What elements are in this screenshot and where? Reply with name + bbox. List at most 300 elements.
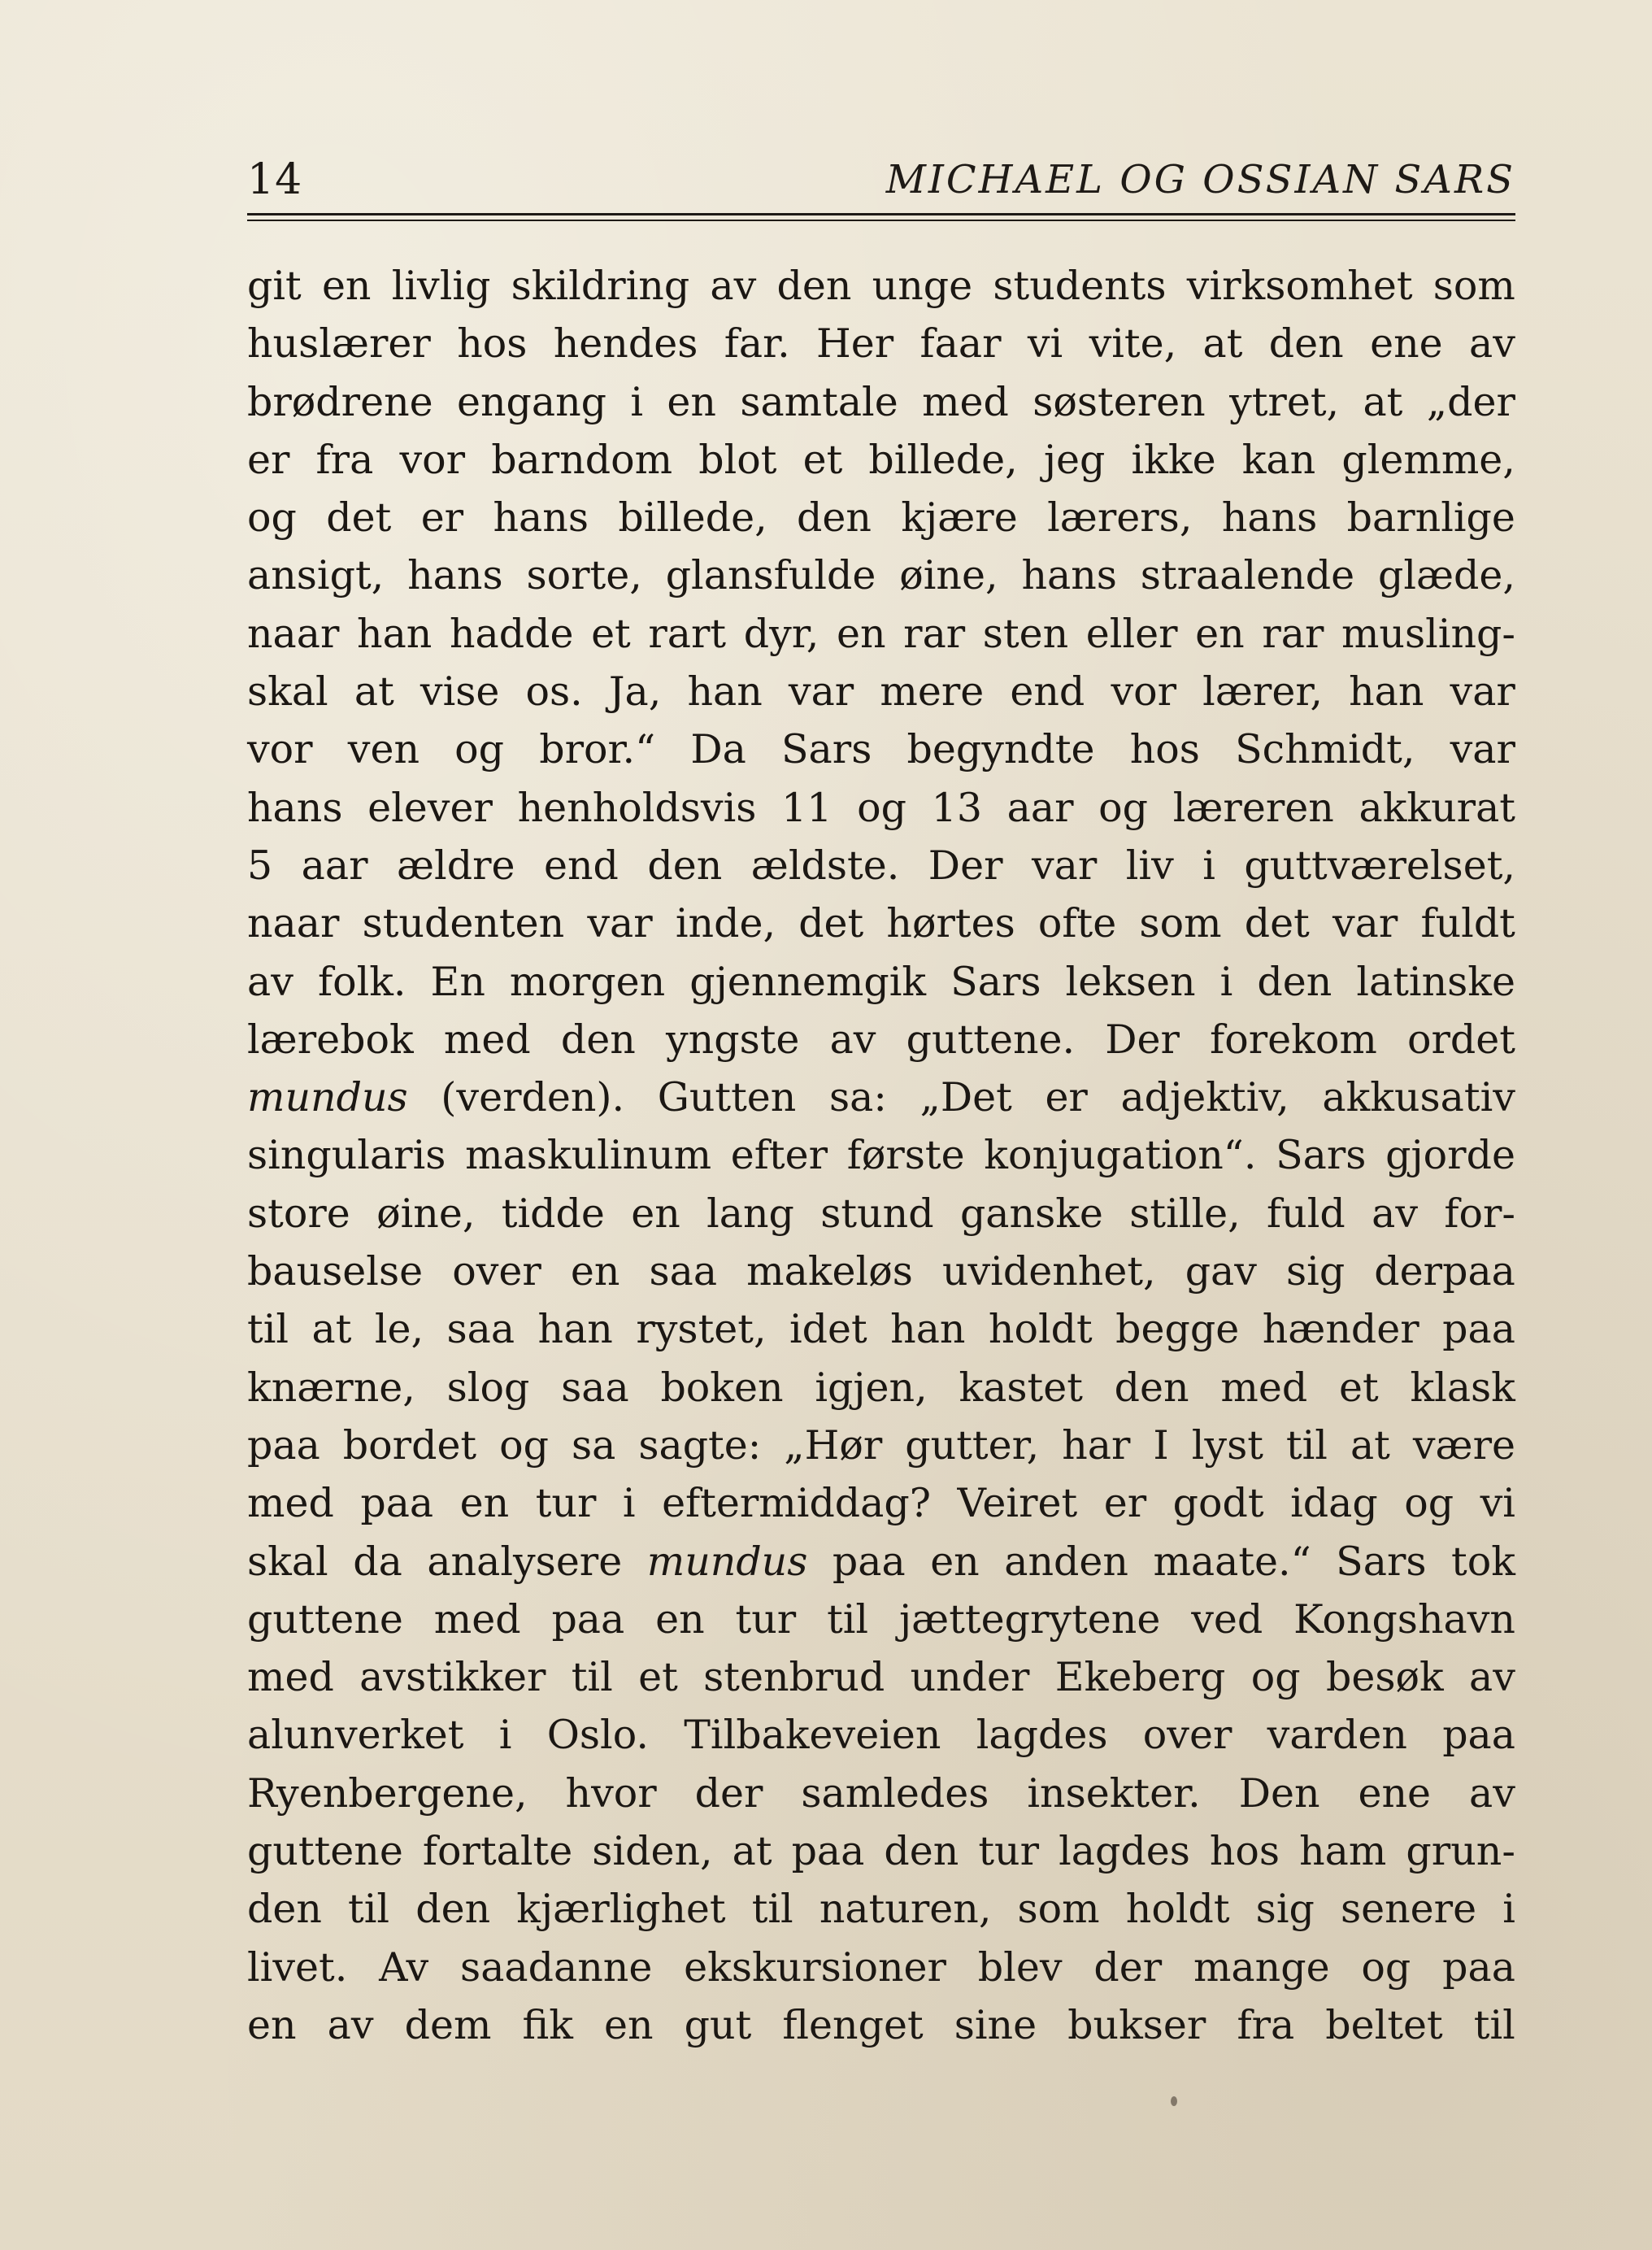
word: siden, <box>592 1828 713 1875</box>
word: det <box>798 900 864 947</box>
word: var <box>587 900 653 947</box>
word: elever <box>367 784 493 831</box>
text-line <box>247 257 1515 315</box>
word: i <box>1502 1886 1515 1933</box>
word: og <box>1098 784 1149 831</box>
word: er <box>247 436 290 483</box>
word: latinske <box>1356 958 1515 1005</box>
text-line <box>247 1706 1515 1764</box>
running-head: MICHAEL OG OSSIAN SARS <box>885 157 1515 202</box>
word: hos <box>1129 726 1200 773</box>
word: skal <box>247 1538 328 1585</box>
word: Den <box>1238 1769 1320 1817</box>
word: hendes <box>553 320 698 368</box>
word: yngste <box>665 1016 800 1063</box>
word: fik <box>522 2001 573 2048</box>
word: saa <box>561 1364 629 1411</box>
word: huslærer <box>247 320 431 368</box>
word: liv <box>1125 842 1174 889</box>
word: straalende <box>1140 552 1355 599</box>
word: jættegrytene <box>898 1595 1161 1643</box>
word: ordet <box>1406 1016 1515 1063</box>
word: konjugation“. <box>984 1132 1257 1179</box>
text-line <box>247 1300 1515 1358</box>
text-line <box>247 1939 1515 1996</box>
word: av <box>1468 1654 1515 1701</box>
text-line <box>247 837 1515 894</box>
word: ved <box>1191 1595 1263 1643</box>
word: sig <box>1255 1886 1315 1933</box>
word: guttværelset, <box>1244 842 1515 889</box>
word: rystet, <box>636 1306 767 1353</box>
word: i <box>630 378 644 425</box>
word: av <box>1372 1190 1419 1237</box>
word: hans <box>247 784 343 831</box>
word: med <box>922 378 1009 425</box>
word: med <box>443 1016 531 1063</box>
word: igjen, <box>815 1364 928 1411</box>
text-line <box>247 1822 1515 1880</box>
word: var <box>1031 842 1098 889</box>
word: og <box>1404 1480 1454 1527</box>
word: tur <box>735 1595 797 1643</box>
word: boken <box>660 1364 784 1411</box>
word: og <box>247 494 297 542</box>
word: en <box>459 1480 510 1527</box>
word: tur <box>535 1480 597 1527</box>
word: Sars <box>1276 1132 1367 1179</box>
word: uvidenhet, <box>941 1248 1156 1295</box>
word: at <box>732 1828 772 1875</box>
word: vor <box>1111 668 1177 716</box>
word: med <box>247 1654 334 1701</box>
word: gutter, <box>905 1421 1040 1469</box>
word: ytret, <box>1229 378 1340 425</box>
word: han <box>687 668 763 716</box>
word: paa <box>1442 1306 1515 1353</box>
word: det <box>1244 900 1310 947</box>
word: glansfulde <box>665 552 876 599</box>
word: paa <box>247 1421 320 1469</box>
word: besøk <box>1325 1654 1444 1701</box>
word: til <box>751 1886 793 1933</box>
word: bordet <box>342 1421 477 1469</box>
word: til <box>348 1886 390 1933</box>
word: paa <box>791 1828 865 1875</box>
word: ofte <box>1037 900 1117 947</box>
word: hørtes <box>886 900 1015 947</box>
word: kjærlighet <box>516 1886 726 1933</box>
word: paa <box>551 1595 625 1643</box>
word: makeløs <box>746 1248 913 1295</box>
word: en <box>631 1190 680 1237</box>
word: ældste. <box>750 842 900 889</box>
word: idet <box>789 1306 867 1353</box>
text-line <box>247 1648 1515 1706</box>
word: er <box>1045 1074 1088 1121</box>
word: han <box>890 1306 966 1353</box>
word: som <box>1017 1886 1100 1933</box>
text-line <box>247 1185 1515 1243</box>
word: brødrene <box>247 378 433 425</box>
word: 11 <box>781 784 833 831</box>
word: engang <box>456 378 607 425</box>
word: saa <box>649 1248 718 1295</box>
word: ven <box>347 726 420 773</box>
word: under <box>910 1654 1030 1701</box>
word: lærer, <box>1202 668 1323 716</box>
word: jeg <box>1043 436 1106 483</box>
word: at <box>1350 1421 1390 1469</box>
word: dem <box>404 2001 492 2048</box>
word: dyr, <box>743 610 819 657</box>
word: knærne, <box>247 1364 415 1411</box>
text-line <box>247 1533 1515 1591</box>
word: har <box>1062 1421 1131 1469</box>
text-line <box>247 1474 1515 1532</box>
word: inde, <box>675 900 776 947</box>
ink-speck <box>1171 2096 1177 2106</box>
word: lærers, <box>1047 494 1193 542</box>
text-line <box>247 1243 1515 1300</box>
word: hans <box>1221 494 1318 542</box>
word: det <box>326 494 392 542</box>
word: til <box>1285 1421 1328 1469</box>
word: folk. <box>317 958 406 1005</box>
word: I <box>1153 1421 1169 1469</box>
word: stund <box>820 1190 934 1237</box>
word: og <box>454 726 505 773</box>
word: av <box>829 1016 876 1063</box>
word: ikke <box>1131 436 1216 483</box>
word: musling- <box>1341 610 1515 657</box>
word: guttene. <box>906 1016 1076 1063</box>
word: mundus <box>247 1074 408 1121</box>
text-line <box>247 431 1515 489</box>
word: vi <box>1027 320 1063 368</box>
word: aar <box>301 842 368 889</box>
word: den <box>1114 1364 1189 1411</box>
word: lang <box>706 1190 794 1237</box>
word: avstikker <box>359 1654 546 1701</box>
word: alunverket <box>247 1712 464 1759</box>
word: livet. <box>247 1943 348 1991</box>
word: varden <box>1267 1712 1407 1759</box>
word: er <box>1103 1480 1147 1527</box>
word: i <box>1202 842 1215 889</box>
word: den <box>415 1886 491 1933</box>
word: bukser <box>1067 2001 1206 2048</box>
text-line <box>247 894 1515 952</box>
word: rar <box>903 610 966 657</box>
word: vi <box>1480 1480 1515 1527</box>
word: en <box>247 2001 297 2048</box>
word: unge <box>872 263 973 309</box>
word: git <box>247 263 302 309</box>
word: sa: <box>828 1074 887 1121</box>
word: 5 <box>247 842 273 889</box>
word: lærebok <box>247 1016 414 1063</box>
word: søsteren <box>1032 378 1206 425</box>
word: flenget <box>782 2001 924 2048</box>
word: henholdsvis <box>517 784 757 831</box>
word: Gutten <box>657 1074 797 1121</box>
word: den <box>647 842 723 889</box>
word: og <box>1250 1654 1301 1701</box>
word: maate.“ <box>1153 1538 1311 1585</box>
word: fra <box>1237 2001 1295 2048</box>
word: glemme, <box>1341 436 1515 483</box>
word: holdt <box>1125 1886 1230 1933</box>
word: kan <box>1241 436 1316 483</box>
word: var <box>1450 668 1515 716</box>
text-line <box>247 1417 1515 1474</box>
word: i <box>498 1712 512 1759</box>
word: Sars <box>950 958 1041 1005</box>
word: vor <box>399 436 466 483</box>
word: i <box>1219 958 1233 1005</box>
word: da <box>353 1538 402 1585</box>
word: Der <box>928 842 1003 889</box>
word: insekter. <box>1027 1769 1201 1817</box>
word: ganske <box>959 1190 1103 1237</box>
word: som <box>1432 263 1515 309</box>
word: stille, <box>1129 1190 1241 1237</box>
word: end <box>1010 668 1085 716</box>
word: students <box>993 263 1167 309</box>
word: saadanne <box>460 1943 653 1991</box>
word: senere <box>1340 1886 1477 1933</box>
word: være <box>1412 1421 1515 1469</box>
word: paa <box>832 1538 906 1585</box>
word: øine, <box>899 552 998 599</box>
word: av <box>247 958 293 1005</box>
word: Sars <box>1336 1538 1427 1585</box>
word: var <box>1332 900 1398 947</box>
word: guttene <box>247 1595 403 1643</box>
word: le, <box>374 1306 424 1353</box>
word: hos <box>457 320 528 368</box>
word: skal <box>247 668 328 716</box>
word: øine, <box>376 1190 476 1237</box>
word: han <box>357 610 433 657</box>
word: en <box>836 610 886 657</box>
word: til <box>827 1595 869 1643</box>
word: den <box>1257 958 1332 1005</box>
word: bauselse <box>247 1248 424 1295</box>
word: barndom <box>491 436 673 483</box>
word: en <box>667 378 716 425</box>
word: „Det <box>919 1074 1012 1121</box>
word: guttene <box>247 1828 403 1875</box>
word: barnlige <box>1346 494 1515 542</box>
word: til <box>1473 2001 1515 2048</box>
word: lagdes <box>976 1712 1108 1759</box>
word: til <box>571 1654 613 1701</box>
text-line <box>247 315 1515 372</box>
word: Tilbakeveien <box>684 1712 941 1759</box>
word: gut <box>684 2001 752 2048</box>
word: at <box>1202 320 1243 368</box>
word: En <box>430 958 485 1005</box>
word: var <box>788 668 854 716</box>
word: akkurat <box>1359 784 1515 831</box>
word: og <box>857 784 906 831</box>
word: lagdes <box>1059 1828 1190 1875</box>
word: rart <box>648 610 727 657</box>
word: sagte: <box>638 1421 762 1469</box>
word: kastet <box>959 1364 1083 1411</box>
word: efter <box>730 1132 828 1179</box>
word: maskulinum <box>465 1132 712 1179</box>
word: over <box>1142 1712 1232 1759</box>
word: os. <box>525 668 583 716</box>
word: store <box>247 1190 350 1237</box>
word: av <box>1469 1769 1515 1817</box>
word: begyndte <box>906 726 1095 773</box>
word: en <box>604 2001 654 2048</box>
word: et <box>638 1654 678 1701</box>
text-line <box>247 1765 1515 1822</box>
word: sorte, <box>526 552 642 599</box>
word: med <box>433 1595 521 1643</box>
word: blev <box>977 1943 1063 1991</box>
word: at <box>1363 378 1403 425</box>
word: Ekeberg <box>1054 1654 1226 1701</box>
word: er <box>420 494 464 542</box>
text-line <box>247 1359 1515 1417</box>
word: ekskursioner <box>684 1943 946 1991</box>
word: vor <box>247 726 313 773</box>
text-line <box>247 1996 1515 2054</box>
word: morgen <box>509 958 666 1005</box>
word: end <box>543 842 619 889</box>
word: samledes <box>801 1769 989 1817</box>
word: sig <box>1286 1248 1346 1295</box>
word: og <box>1361 1943 1411 1991</box>
word: den <box>884 1828 959 1875</box>
word: gjorde <box>1385 1132 1515 1179</box>
word: av <box>1468 320 1515 368</box>
word: hadde <box>449 610 574 657</box>
word: ene <box>1358 1769 1432 1817</box>
word: leksen <box>1065 958 1196 1005</box>
word: en <box>655 1595 705 1643</box>
word: ansigt, <box>247 552 385 599</box>
word: rar <box>1262 610 1324 657</box>
body-text <box>247 257 1515 2054</box>
word: glæde, <box>1377 552 1515 599</box>
word: eller <box>1085 610 1178 657</box>
word: grun- <box>1406 1828 1515 1875</box>
word: godt <box>1172 1480 1264 1527</box>
word: Ja, <box>608 668 662 716</box>
word: billede, <box>618 494 767 542</box>
text-line <box>247 373 1515 431</box>
word: en <box>570 1248 620 1295</box>
header-rule-thin <box>247 220 1515 221</box>
text-line <box>247 953 1515 1011</box>
word: klask <box>1410 1364 1515 1411</box>
word: hvor <box>565 1769 657 1817</box>
word: sa <box>571 1421 616 1469</box>
word: adjektiv, <box>1120 1074 1289 1121</box>
word: første <box>846 1132 965 1179</box>
word: far. <box>724 320 790 368</box>
word: 13 <box>931 784 982 831</box>
word: studenten <box>362 900 565 947</box>
word: gav <box>1185 1248 1257 1295</box>
word: faar <box>919 320 1002 368</box>
word: i <box>622 1480 636 1527</box>
word: hænder <box>1262 1306 1419 1353</box>
word: naar <box>247 900 340 947</box>
word: naar <box>247 610 340 657</box>
word: han <box>537 1306 613 1353</box>
word: Ryenbergene, <box>247 1769 528 1817</box>
word: fra <box>315 436 374 483</box>
word: et <box>802 436 843 483</box>
word: vite, <box>1089 320 1177 368</box>
word: læreren <box>1172 784 1334 831</box>
word: naturen, <box>819 1886 992 1933</box>
word: eftermiddag? <box>662 1480 932 1527</box>
word: som <box>1139 900 1222 947</box>
word: over <box>452 1248 541 1295</box>
word: Sars <box>780 726 872 773</box>
word: at <box>311 1306 352 1353</box>
word: analysere <box>427 1538 623 1585</box>
word: akkusativ <box>1322 1074 1515 1121</box>
word: den <box>247 1886 322 1933</box>
word: „der <box>1426 378 1515 425</box>
text-line <box>247 779 1515 837</box>
word: (verden). <box>441 1074 625 1121</box>
header-rule-thick <box>247 213 1515 215</box>
word: mundus <box>646 1538 808 1585</box>
word: hans <box>493 494 589 542</box>
word: lyst <box>1191 1421 1263 1469</box>
page-number: 14 <box>247 155 303 204</box>
word: den <box>560 1016 636 1063</box>
word: billede, <box>868 436 1018 483</box>
text-line <box>247 1068 1515 1126</box>
word: ældre <box>396 842 515 889</box>
page-header <box>247 151 1515 208</box>
word: stenbrud <box>703 1654 885 1701</box>
word: virksomhet <box>1186 263 1413 309</box>
word: av <box>710 263 757 309</box>
word: var <box>1450 726 1515 773</box>
word: der <box>1093 1943 1163 1991</box>
word: han <box>1349 668 1424 716</box>
word: vise <box>420 668 500 716</box>
word: ham <box>1299 1828 1387 1875</box>
word: Kongshavn <box>1293 1595 1515 1643</box>
word: beltet <box>1325 2001 1443 2048</box>
word: fuld <box>1267 1190 1346 1237</box>
word: derpaa <box>1374 1248 1515 1295</box>
word: til <box>247 1306 289 1353</box>
word: Der <box>1105 1016 1180 1063</box>
word: fuldt <box>1420 900 1515 947</box>
word: av <box>327 2001 374 2048</box>
word: blot <box>698 436 777 483</box>
word: idag <box>1290 1480 1378 1527</box>
word: sine <box>954 2001 1037 2048</box>
word: begge <box>1115 1306 1240 1353</box>
word: „Hør <box>784 1421 883 1469</box>
